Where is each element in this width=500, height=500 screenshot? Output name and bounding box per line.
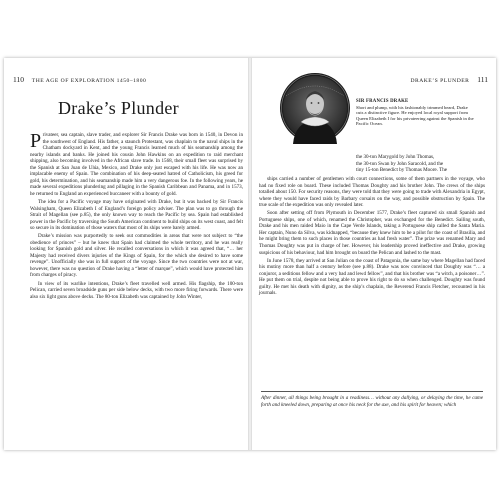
left-running-head-text: THE AGE OF EXPLORATION 1450–1800 bbox=[31, 78, 147, 84]
book-spread bbox=[4, 58, 496, 450]
portrait-caption bbox=[356, 99, 474, 127]
wrap-line: the 30-ton Marygold by John Thomas, bbox=[356, 154, 435, 160]
left-text-column bbox=[30, 129, 243, 302]
body-paragraph: Privateer, sea captain, slave trader, and explorer Sir Francis Drake was born in 1540, in Devon in the southwest of England. His father, a staunch Protestant, was chaplain to the naval ships in the Chatham dockyard in Kent, and the young Francis learned much of his seamanship among the nearby islands and banks. He joined his cousin John Hawkins on an expedition to raid merchant shipping, also becoming involved in the African slave trade. In 1568, their small fleet was surprised by the Spanish at San Juan de Ulúa, Mexico, and Drake only just escaped with his life. He was now an implacable enemy of Spain. The combination of his deep-seated hatred of Catholicism, his greed for gold, his determination, and his seamanship made him a very dangerous foe. In the following years, he made several expeditions plundering and pillaging in the Spanish Caribbean and Panama, and in 1573, he returned to England an experienced buccaneer with a bounty of gold. bbox=[30, 129, 243, 197]
wrap-line: tiny 15-ton Benedict by Thomas Moore. The bbox=[356, 167, 448, 174]
drop-cap: P bbox=[30, 129, 42, 152]
left-page bbox=[4, 58, 249, 450]
right-running-head-text: DRAKE’S PLUNDER bbox=[410, 78, 470, 84]
chapter-title: Drake’s Plunder bbox=[58, 98, 179, 118]
body-paragraph: ships carried a number of gentlemen with court connections, some of them partners in the voyage, who had no fixed role on board. These included Thomas Doughty and his brother John. The crews of the ships totalled about 150. For security reasons, they were told that they were going to trade with Alexandria in Egypt, where they would have faced raids by Barbary corsairs on the way, and possible obstruction by Spain. The true scale of the expedition was only revealed later. bbox=[259, 176, 485, 209]
body-paragraph: The idea for a Pacific voyage may have originated with Drake, but it was backed by Sir Francis Walsingham, Queen Elizabeth I of England’s foreign policy adviser. The plan was to go through the Strait of Magellan (see p.85), the only known way to reach the Pacific by sea. Spain had established power in the Pacific by traversing the South American continent to build ships on its west coast, and felt so secure in its domination of those waters that most of its ships were barely armed. bbox=[30, 198, 243, 232]
body-paragraph: Drake’s mission was purportedly to seek out commodities in areas that were not subject to “the obedience of princes” – but he knew that Spain had claimed the whole territory, and he was really looking for Spanish gold and silver. He recalled conversations in which it was agreed that, “… her Majesty had received divers injuries of the Kings of Spain, for the which she desired to have some revenge”. Unofficially she was in full support of the voyage. Since the two countries were not at war, however, there was no question of Drake having a “letter of marque”, which would have protected him from charges of piracy. bbox=[30, 233, 243, 279]
right-page bbox=[251, 58, 496, 450]
body-paragraph: In June 1578, they arrived at San Julian on the coast of Patagonia, the same bay where Magellan had faced his mutiny more than half a century before (see p.88). Drake was now convinced that Doughty was “… a conjuror, a seditious fellow and a very bad and lewd fellow”, and that his brother was “a witch, a poisoner…”. He put them on trial, despite not being able to prove his right to do so when challenged. Doughty was found guilty. He met his death with dignity, as the ship’s chaplain, the Reverend Francis Fletcher, recounted in his journals. bbox=[259, 257, 485, 297]
right-running-head bbox=[410, 75, 488, 84]
right-page-number: 111 bbox=[477, 75, 488, 84]
right-text-column bbox=[259, 176, 485, 298]
left-running-head bbox=[13, 75, 146, 84]
drake-portrait-medallion bbox=[279, 72, 351, 144]
caption-heading: SIR FRANCIS DRAKE bbox=[356, 99, 409, 104]
caption-text: Short and plump, with his fashionably trimmed beard, Drake cuts a distinctive figure. He enjoyed local royal support from Queen Elizabeth I for his privateering against the Spanish in the Pacific Ocean. bbox=[356, 104, 474, 127]
body-paragraph: Soon after setting off from Plymouth in December 1577, Drake’s fleet captured six small Spanish and Portuguese ships, one of which, renamed the Christopher, was exchanged for the Benedict. Sailing south, Drake and his men raided Maio in the Cape Verde Islands, taking a Portuguese ship called the Santa Maria. Her captain, Nuno da Silva, was kidnapped, “because they knew him to be a pilot for the coast of Brasilia, and he might bring them to such places in those countries as had fresh water”. The prize was renamed Mary and Thomas Doughty was put in charge of her. However, his leadership proved ineffective and Drake, growing suspicious of his behaviour, had him brought on board the Pelican and lashed to the mast. bbox=[259, 210, 485, 256]
left-page-number: 110 bbox=[13, 75, 24, 84]
extract-quote: After dinner, all things being brought in a readiness… without any dallying, or delaying the time, he came forth and kneeled down, preparing at once his neck for the axe, and his spirit for heaven; which bbox=[261, 391, 483, 408]
wrap-line: the 30-ton Swan by John Saracold, and the bbox=[356, 160, 444, 167]
body-paragraph: In view of its warlike intentions, Drake’s fleet travelled well armed. His flagship, the 100-ton Pelican, carried seven broadside guns per side below decks, with two more firing forwards. There were also six light guns above decks. The 80-ton Elizabeth was captained by John Winter, bbox=[30, 280, 243, 300]
text-wrap-lines bbox=[356, 154, 486, 174]
